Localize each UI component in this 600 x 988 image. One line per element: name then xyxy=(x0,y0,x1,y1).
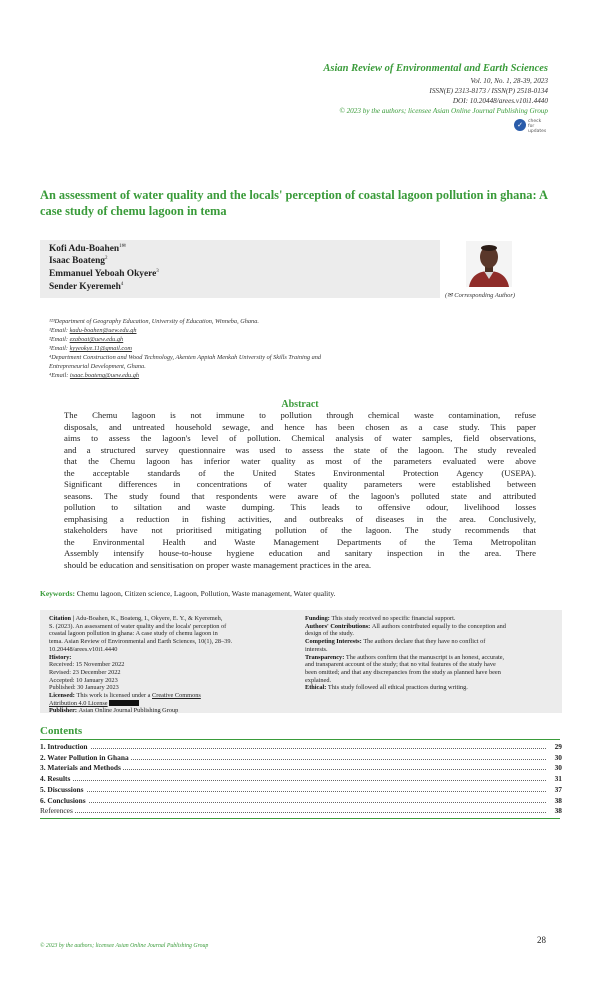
citation-line: coastal lagoon pollution in ghana: A case study of chemu lagoon in xyxy=(49,630,218,638)
citation-doi[interactable]: 10.20448/arees.v10i1.4440 xyxy=(49,645,118,653)
toc-entry[interactable] xyxy=(40,763,562,773)
email-label: ²Email: xyxy=(49,336,70,343)
email-link-3[interactable]: kyyeokye.11@gmail.com xyxy=(69,345,132,352)
abstract-line: should be education and sensitisation on proper waste management practices in the area. xyxy=(64,559,372,570)
history-published: Published: 30 January 2023 xyxy=(49,684,119,692)
email-label: ³Email: xyxy=(49,345,70,352)
doi-link[interactable]: DOI: 10.20448/arees.v10i1.4440 xyxy=(452,97,548,105)
affiliation-4-cont: Entrepreneurial Development, Ghana. xyxy=(49,363,146,370)
toc-page: 38 xyxy=(554,795,562,805)
citation-line: Adu-Boahen, K., Boateng, I., Okyere, E. Y., & Kyeremeh, xyxy=(75,615,223,622)
author-name: Sender Kyeremeh xyxy=(49,282,121,293)
author-sup: 4 xyxy=(120,282,124,287)
toc-leader xyxy=(40,791,546,792)
email-link-2[interactable]: ezaboat@uew.edu.gh xyxy=(69,336,124,343)
author-2 xyxy=(49,256,108,266)
toc-leader xyxy=(40,748,546,749)
license-line-2 xyxy=(49,700,285,708)
author-photo xyxy=(466,241,512,287)
check-badge-label: check for updates xyxy=(528,119,547,134)
toc-page: 31 xyxy=(554,774,562,784)
keywords-text: Chemu lagoon, Citizen science, Lagoon, Pollution, Waste management, Water quality. xyxy=(75,589,336,598)
contrib-text-2: design of the study. xyxy=(305,630,354,638)
toc-label: 1. Introduction xyxy=(40,742,88,751)
publisher-label: Publisher: xyxy=(49,707,79,715)
author-3 xyxy=(49,269,159,279)
affiliation-4: ⁴Department Construction and Wood Technology, Akenten Appiah Menkah University of Skills Training and xyxy=(49,354,322,361)
author-1 xyxy=(49,243,126,254)
abstract-body xyxy=(64,410,536,571)
info-left-column xyxy=(49,615,285,715)
contrib-text: All authors contributed equally to the conception and xyxy=(371,622,506,630)
abstract-line: The Chemu lagoon is not immune to pollution through chemical waste contamination, refuse xyxy=(64,410,536,420)
affiliation-1: ¹²³Department of Geography Education, University of Education, Winneba, Ghana. xyxy=(49,318,259,325)
publisher-line xyxy=(49,707,285,715)
abstract-line: seasons. The study found that respondents were aware of the lagoon's polluted state and attributed xyxy=(64,490,536,501)
corresponding-author-note: (✉ Corresponding Author) xyxy=(445,292,516,299)
toc-leader xyxy=(40,780,546,781)
license-text: This work is licensed under a xyxy=(76,692,153,700)
history-revised: Revised: 23 December 2022 xyxy=(49,668,121,676)
license-label: Licensed: xyxy=(49,692,77,700)
abstract-line: disposals, and untreated household sewage, and hence has been chosen as a case study. This paper xyxy=(64,421,536,432)
email-line-1 xyxy=(49,327,137,334)
abstract-line: that the Chemu lagoon has inferior water quality as most of the parameters evaluated were above xyxy=(64,456,536,466)
competing-text: The authors declare that they have no conflict of xyxy=(363,638,486,646)
authors-box xyxy=(40,240,440,298)
volume-info: Vol. 10, No. 1, 28-39, 2023 xyxy=(470,77,548,85)
article-info-box xyxy=(40,610,562,713)
page-number: 28 xyxy=(537,935,546,945)
header-copyright: © 2023 by the authors; licensee Asian Online Journal Publishing Group xyxy=(339,107,548,115)
toc-label: 3. Materials and Methods xyxy=(40,763,121,773)
abstract-line: Significant differences in concentrations of water quality parameters were established between xyxy=(64,479,536,489)
contents-divider xyxy=(40,739,560,740)
contrib-label: Authors' Contributions: xyxy=(305,622,372,630)
email-line-4 xyxy=(49,372,139,379)
transparency-text: The authors confirm that the manuscript is an honest, accurate, xyxy=(345,653,505,661)
toc-label: 5. Discussions xyxy=(40,784,84,794)
author-sup: 3 xyxy=(156,269,159,274)
transparency-text-2: and transparent account of the study; that no vital features of the study have xyxy=(305,661,496,669)
toc-label: 6. Conclusions xyxy=(40,795,86,805)
toc-page: 29 xyxy=(554,742,562,751)
history-label: History: xyxy=(49,653,72,661)
funding-label: Funding: xyxy=(305,615,332,622)
author-name: Kofi Adu-Boahen xyxy=(49,244,120,255)
toc-page: 30 xyxy=(554,752,562,762)
journal-name: Asian Review of Environmental and Earth Sciences xyxy=(323,63,548,74)
check-for-updates-badge[interactable] xyxy=(514,118,548,132)
ethical-text: This study followed all ethical practices during writing. xyxy=(327,684,468,692)
toc-label: 2. Water Pollution in Ghana xyxy=(40,752,129,762)
toc-entry[interactable] xyxy=(40,806,562,816)
toc-leader xyxy=(40,812,546,813)
abstract-line: emphasising a reduction in fishing activities, and outbreaks of diseases in the area. Conclusively, xyxy=(64,513,536,524)
toc-entry[interactable] xyxy=(40,784,562,795)
abstract-line: and a structured survey questionnaire was used to assess the state of the lagoon. The study revealed xyxy=(64,444,536,455)
license-line xyxy=(49,692,285,700)
toc-entry[interactable] xyxy=(40,795,562,806)
info-right-column xyxy=(305,615,555,692)
citation-label: Citation | xyxy=(49,615,76,622)
toc-entry[interactable] xyxy=(40,774,562,784)
toc-entry[interactable] xyxy=(40,752,562,763)
citation-line: S. (2023). An assessment of water quality and the locals' perception of xyxy=(49,622,227,630)
citation-block xyxy=(49,615,285,623)
abstract-heading: Abstract xyxy=(281,399,319,410)
abstract-line: stakeholders have not prioritised mitigating pollution of the lagoon. The study recommends that xyxy=(64,525,536,535)
history-received: Received: 15 November 2022 xyxy=(49,661,125,669)
email-label: ⁴Email: xyxy=(49,372,70,379)
transparency-text-3: been omitted; and that any discrepancies from the study as planned have been xyxy=(305,668,501,676)
issn-info: ISSN(E) 2313-8173 / ISSN(P) 2518-0134 xyxy=(429,87,548,95)
toc-page: 30 xyxy=(554,763,562,773)
toc-label: References xyxy=(40,806,73,816)
license-link[interactable]: Creative Commons xyxy=(152,692,201,700)
abstract-line: aims to assess the lagoon's level of pollution. Chemical analysis of water samples, field observations, xyxy=(64,433,536,443)
author-4 xyxy=(49,282,123,292)
email-line-3 xyxy=(49,345,132,352)
cc-by-badge-icon[interactable] xyxy=(109,700,139,706)
history-accepted: Accepted: 10 January 2023 xyxy=(49,676,118,684)
toc-leader xyxy=(40,802,546,803)
contents-heading: Contents xyxy=(40,725,83,737)
toc-entry[interactable] xyxy=(40,742,562,752)
abstract-line: Assembly intensify house-to-house hygiene education and sanitary inspection in the area. There xyxy=(64,548,536,558)
email-link-4[interactable]: isaac.boateng@uew.edu.gh xyxy=(69,372,140,379)
funding-text: This study received no specific financial support. xyxy=(331,615,456,622)
email-link-1[interactable]: kadu-boahen@uew.edu.gh xyxy=(69,327,137,334)
citation-line: tema. Asian Review of Environmental and Earth Sciences, 10(1), 28–39. xyxy=(49,638,233,646)
keywords-label: Keywords: xyxy=(40,589,75,598)
transparency-text-4: explained. xyxy=(305,676,332,684)
author-name: Emmanuel Yeboah Okyere xyxy=(49,269,157,280)
check-icon: ✓ xyxy=(514,119,526,131)
author-sup: 1✉ xyxy=(119,244,126,249)
footer-copyright: © 2023 by the authors; licensee Asian Online Journal Publishing Group xyxy=(40,943,209,949)
author-name: Isaac Boateng xyxy=(49,256,105,267)
contents-divider-bottom xyxy=(40,818,560,819)
toc-label: 4. Results xyxy=(40,774,71,784)
ethical-label: Ethical: xyxy=(305,684,328,692)
article-title: An assessment of water quality and the locals' perception of coastal lagoon pollution in ghana: A case study of chemu lagoon in tema xyxy=(40,188,548,218)
email-label: ¹Email: xyxy=(49,327,70,334)
transparency-label: Transparency: xyxy=(305,653,346,661)
competing-text-2: interests. xyxy=(305,645,328,653)
keywords xyxy=(40,589,335,598)
toc-page: 38 xyxy=(554,806,562,816)
license-link-2[interactable]: Attribution 4.0 License xyxy=(49,699,108,707)
publisher-text: Asian Online Journal Publishing Group xyxy=(78,707,179,715)
abstract-line: the acceptable standards of the United States Environmental Protection Agency (USEPA). xyxy=(64,467,536,478)
author-sup: 2 xyxy=(105,256,108,261)
email-line-2 xyxy=(49,336,123,343)
abstract-line: pollution to siltation and waste dumping. This leads to offensive odour, livelihood losses xyxy=(64,502,536,512)
abstract-line: the Environmental Health and Waste Management Departments of the Tema Metropolitan xyxy=(64,536,536,547)
competing-label: Competing Interests: xyxy=(305,638,364,646)
toc-page: 37 xyxy=(554,784,562,794)
